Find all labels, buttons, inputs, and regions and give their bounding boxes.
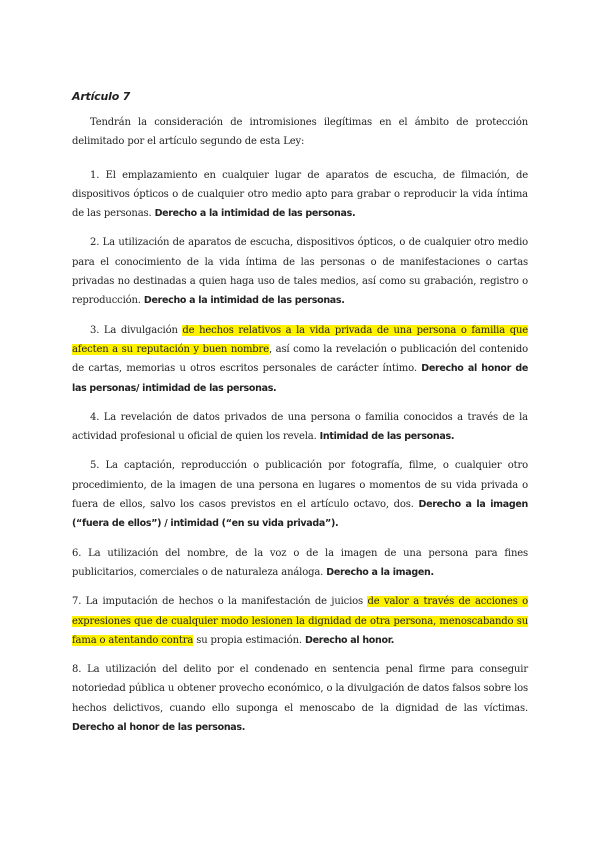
item-6-right: Derecho a la imagen.: [326, 566, 434, 578]
article-intro: Tendrán la consideración de intromisiones ilegítimas en el ámbito de protección delimitado por el artículo segundo de esta Ley:: [72, 117, 528, 148]
item-2-right: Derecho a la intimidad de las personas.: [143, 295, 345, 307]
item-1-right: Derecho a la intimidad de las personas.: [154, 208, 356, 220]
item-3: [72, 321, 528, 398]
item-5-text: 5. La captación, reproducción o publicación por fotografía, filme, o cualquier otro procedimiento, de la imagen de una persona en lugares o momentos de su vida privada o fuera de ellos, salvo los casos previstos en el artículo octavo, dos.: [72, 460, 528, 511]
item-7-post: su propia estimación.: [193, 634, 305, 646]
item-8-right: Derecho al honor de las personas.: [72, 722, 246, 734]
item-3-highlight: de hechos relativos a la vida privada de una persona o familia que afecten a su reputación y buen nombre: [72, 324, 528, 355]
item-1: [72, 166, 528, 224]
item-2: [72, 233, 528, 310]
article-title: Artículo 7: [72, 90, 131, 103]
item-4-right: Intimidad de las personas.: [319, 431, 455, 443]
item-8-text: 8. La utilización del delito por el condenado en sentencia penal firme para conseguir notoriedad pública u obtener provecho económico, o la divulgación de datos falsos sobre los hechos delictivos, cuando ello suponga el menoscabo de la dignidad de las víctimas.: [72, 664, 528, 714]
item-4: [72, 408, 528, 447]
item-3-pre: 3. La divulgación: [90, 324, 183, 336]
item-5: [72, 456, 528, 533]
item-7: [72, 592, 528, 650]
item-3-post: , así como la revelación o publicación del contenido de cartas, memorias u otros escritos personales de carácter íntimo.: [72, 343, 528, 375]
item-2-text: 2. La utilización de aparatos de escucha, dispositivos ópticos, o de cualquier otro medio para el conocimiento de la vida íntima de las personas o de manifestaciones o cartas privadas no destinadas a quien haga uso de tales medios, así como su grabación, registro o reproducción.: [72, 237, 528, 307]
item-7-pre: 7. La imputación de hechos o la manifestación de juicios: [72, 596, 368, 608]
item-3-right: Derecho al honor de las personas/ intimidad de las personas.: [72, 363, 528, 394]
item-1-text: 1. El emplazamiento en cualquier lugar de aparatos de escucha, de filmación, de dispositivos ópticos o de cualquier otro medio apto para grabar o reproducir la vida íntima de las personas.: [72, 169, 528, 220]
item-7-highlight: de valor a través de acciones o expresiones que de cualquier modo lesionen la dignidad de otra persona, menoscabando su fama o atentando contra: [72, 596, 528, 646]
item-7-right: Derecho al honor.: [304, 634, 395, 646]
item-5-right: Derecho a la imagen (“fuera de ellos”) / intimidad (“en su vida privada”).: [72, 499, 528, 530]
item-6-text: 6. La utilización del nombre, de la voz o de la imagen de una persona para fines publicitarios, comerciales o de naturaleza análoga.: [72, 547, 528, 578]
item-6: [72, 544, 528, 583]
item-8: [72, 660, 528, 737]
item-4-text: 4. La revelación de datos privados de una persona o familia conocidos a través de la actividad profesional u oficial de quien los revela.: [72, 411, 528, 443]
